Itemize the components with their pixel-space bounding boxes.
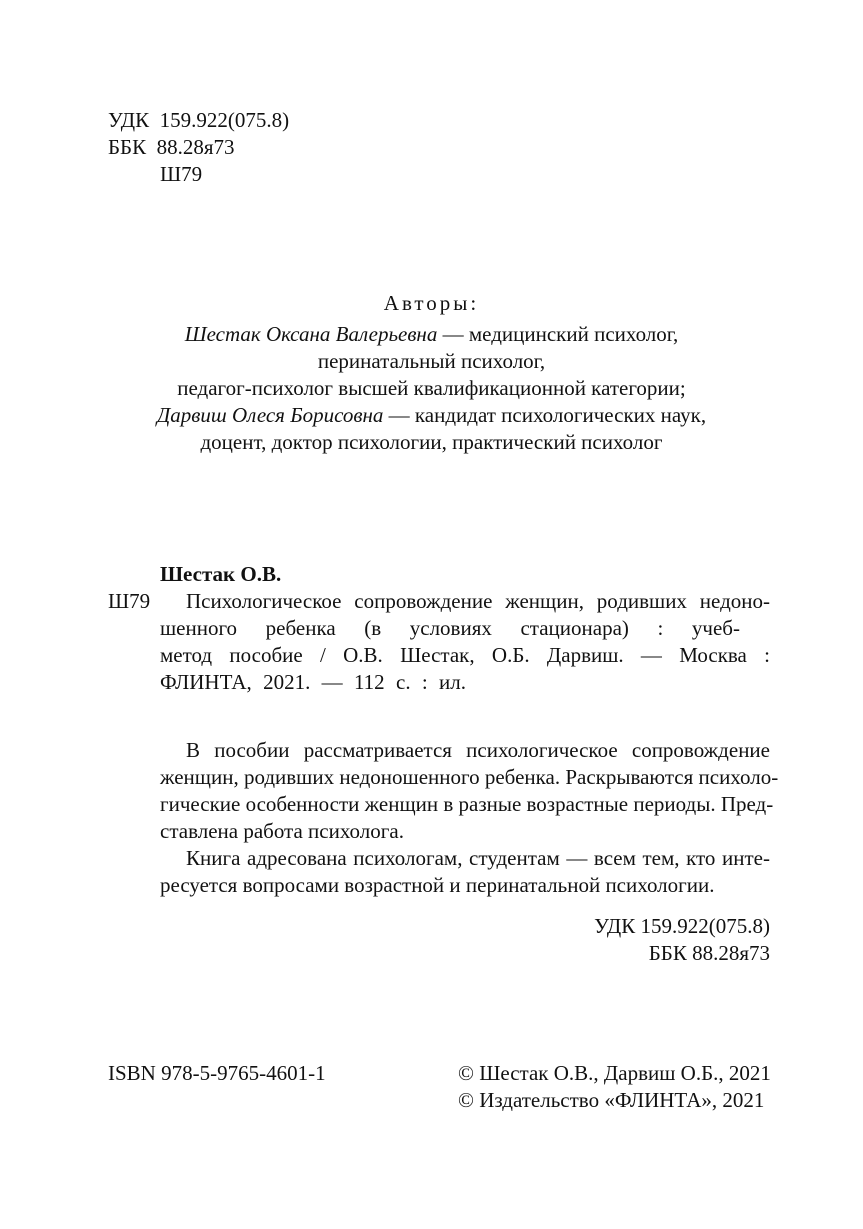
bib-line-3: метод пособие / О.В. Шестак, О.Б. Дарвиш. — Москва : bbox=[160, 643, 770, 667]
bib-author-heading: Шестак О.В. bbox=[160, 562, 282, 586]
annotation-p1-line4: ставлена работа психолога. bbox=[160, 819, 404, 843]
author2-role: — кандидат психологических наук, bbox=[383, 403, 707, 427]
annotation-p1-line1: В пособии рассматривается психологическое сопровождение bbox=[186, 738, 770, 762]
authors-heading: Авторы: bbox=[383, 291, 480, 315]
author1-role: — медицинский психолог, bbox=[437, 322, 679, 346]
bbk-label: ББК bbox=[108, 135, 147, 159]
bib-mark: Ш79 bbox=[108, 589, 151, 613]
author1-name: Шестак Оксана Валерьевна bbox=[184, 322, 438, 346]
author-mark: Ш79 bbox=[160, 162, 203, 186]
bbk-value: 88.28я73 bbox=[156, 135, 235, 159]
annotation-p2-line2: ресуется вопросами возрастной и перинатальной психологии. bbox=[160, 873, 715, 897]
annotation-p1-line3: гические особенности женщин в разные возрастные периоды. Пред- bbox=[160, 792, 774, 816]
bib-line-2: шенного ребенка (в условиях стационара) : учеб- bbox=[160, 616, 740, 640]
annotation-p1-line2: женщин, родивших недоношенного ребенка. Раскрываются психоло- bbox=[160, 765, 779, 789]
footer-udk: УДК 159.922(075.8) bbox=[594, 914, 770, 938]
author1-line1 bbox=[0, 320, 863, 348]
udk-label: УДК bbox=[108, 108, 150, 132]
udk-value: 159.922(075.8) bbox=[159, 108, 290, 132]
bbk-line bbox=[108, 133, 235, 161]
author2-line1 bbox=[0, 401, 863, 429]
copyright-authors: © Шестак О.В., Дарвиш О.Б., 2021 bbox=[458, 1061, 771, 1085]
udk-line bbox=[108, 106, 289, 134]
bib-line-1: Психологическое сопровождение женщин, родивших недоно- bbox=[186, 589, 770, 613]
author2-line2: доцент, доктор психологии, практический психолог bbox=[200, 430, 663, 454]
bib-line-4: ФЛИНТА, 2021. — 112 с. : ил. bbox=[160, 670, 466, 694]
author2-name: Дарвиш Олеся Борисовна bbox=[156, 403, 384, 427]
isbn: ISBN 978-5-9765-4601-1 bbox=[108, 1061, 326, 1085]
footer-bbk: ББК 88.28я73 bbox=[648, 941, 770, 965]
annotation-p2-line1: Книга адресована психологам, студентам — всем тем, кто инте- bbox=[186, 846, 770, 870]
author1-line2: перинатальный психолог, bbox=[317, 349, 546, 373]
author1-line3: педагог-психолог высшей квалификационной категории; bbox=[177, 376, 686, 400]
copyright-publisher: © Издательство «ФЛИНТА», 2021 bbox=[458, 1088, 765, 1112]
